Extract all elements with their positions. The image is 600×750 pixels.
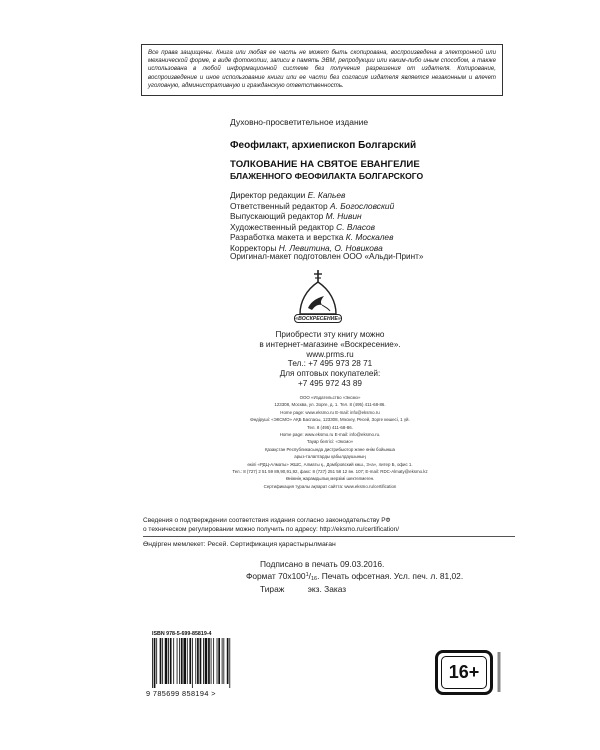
title-line-1: ТОЛКОВАНИЕ НА СВЯТОЕ ЕВАНГЕЛИЕ (230, 159, 420, 170)
credit-role: Ответственный редактор (230, 200, 328, 211)
barcode-digits: 9 785699 858194 > (146, 689, 216, 698)
format-prefix: Формат 70x100 (246, 570, 306, 581)
shop-line-1: Приобрести эту книгу можно (275, 330, 385, 339)
barcode-icon (150, 638, 270, 688)
credit-role: Корректоры (230, 242, 277, 253)
imprint-line: Сертификация туралы ақпарат сайтта: www.eksmo.ru/certification (263, 483, 397, 489)
imprint-line: 123308, Москва, ул. Зорге, д. 1. Тел. 8 (495) 411-68-86. (274, 402, 386, 408)
dot-strip-icon (497, 652, 501, 692)
credit-role: Выпускающий редактор (230, 211, 324, 222)
imprint-line: өкілі «РДЦ-Алматы» ЖШС, Алматы қ., Домбровский көш., 3«а», литер Б, офис 1. (247, 461, 413, 467)
original-layout-credit: Оригинал-макет подготовлен ООО «Альди-Принт» (230, 252, 424, 261)
certification-info (143, 516, 515, 534)
credit-row (230, 232, 530, 243)
format-suffix: . Печать офсетная. Усл. печ. л. 81,02. (317, 570, 464, 581)
imprint-line: Өндіруші: «ЭКСМО» АҚБ Баспасы, 123308, Мәскеу, Ресей, Зорге көшесі, 1 үй. (250, 417, 410, 423)
print-info (246, 559, 506, 595)
credit-name: А. Богословский (329, 200, 395, 211)
credit-name: С. Власов (336, 221, 376, 232)
credit-row (230, 190, 530, 201)
credit-name: Е. Капьев (307, 190, 346, 200)
age-rating: 16+ (441, 656, 487, 689)
credit-row (230, 211, 530, 222)
credits (230, 190, 530, 254)
credit-name: К. Москалев (345, 232, 394, 243)
shop-phone: Тел.: +7 495 973 28 71 (287, 359, 373, 369)
imprint-line: Өнімнің жарамдылық мерзімі шектелмеген. (285, 476, 375, 482)
imprint-line: арыз-талаптарды қабылдаушының (294, 454, 366, 460)
credit-row (230, 222, 530, 233)
isbn: ISBN 978-5-699-85819-4 (152, 631, 212, 637)
credit-name: М. Нивин (325, 211, 362, 222)
credit-role: Разработка макета и верстка (230, 232, 344, 243)
format-line (246, 570, 506, 585)
wholesale-phone: +7 495 972 43 89 (298, 378, 362, 388)
credit-row (230, 201, 530, 212)
format-slash: / (308, 570, 311, 581)
wholesale-label: Для оптовых покупателей: (279, 369, 381, 379)
shop-url: www.prms.ru (306, 349, 354, 359)
cert-line-2: о техническом регулировании можно получить по адресу: http://eksmo.ru/certification/ (143, 526, 400, 533)
age-rating-badge (435, 650, 493, 695)
edition-type: Духовно-просветительное издание (230, 117, 369, 127)
format-sub: 16 (310, 575, 318, 582)
imprint-line: Home page: www.eksmo.ru E-mail: info@eksmo.ru. (279, 432, 381, 438)
credit-role: Художественный редактор (230, 221, 334, 232)
credit-name: Н. Левитина, О. Новикова (278, 242, 383, 253)
copyright-notice: Все права защищены. Книга или любая ее часть не может быть скопирована, воспроизведена в электронной или механической форме, в виде фотокопии, записи в память ЭВМ, репродукции или каким-либо иным способом, а также использована в любой информационной системе без получения разрешения от издателя. Копирование, воспроизведение и иное использование книги или ее части без согласия издателя является незаконным и влечет уголовную, административную и гражданскую ответственность. (141, 44, 503, 96)
credit-role: Директор редакции (230, 190, 306, 200)
imprint-line: Тауар белгісі: «Эксмо» (306, 439, 354, 445)
shop-line-2: в интернет-магазине «Воскресение». (259, 339, 401, 349)
imprint-line: Тел.: 8 (727) 2 51 59 89,90,91,92, факс: 8 (727) 251 58 12 вн. 107; E-mail: RDC-Almaty@eksmo.kz (232, 469, 428, 475)
publisher-imprint (180, 394, 480, 490)
kz-certification: Өндірген мемлекет: Ресей. Сертификация қарастырылмаған (143, 541, 336, 548)
publisher-logo-label: «ВОСКРЕСЕНИЕ» (295, 316, 341, 322)
imprint-line: ООО «Издательство «Эксмо» (299, 395, 361, 400)
format-sup: 1 (305, 571, 309, 578)
imprint-line: Home page: www.eksmo.ru E-mail: info@eksmo.ru (280, 409, 380, 415)
signed-date: Подписано в печать 09.03.2016. (260, 559, 385, 569)
cert-line-1: Сведения о подтверждении соответствия издания согласно законодательству РФ (143, 517, 391, 524)
imprint-line: Қазақстан Республикасында дистрибьютор және өнім бойынша (264, 446, 396, 452)
print-run: Тираж экз. Заказ (260, 584, 347, 595)
title-line-2: БЛАЖЕННОГО ФЕОФИЛАКТА БОЛГАРСКОГО (230, 171, 424, 181)
divider (143, 536, 515, 537)
author: Феофилакт, архиепископ Болгарский (230, 140, 417, 151)
shop-info (230, 330, 430, 389)
imprint-line: Тел. 8 (495) 411-68-86. (307, 424, 353, 430)
